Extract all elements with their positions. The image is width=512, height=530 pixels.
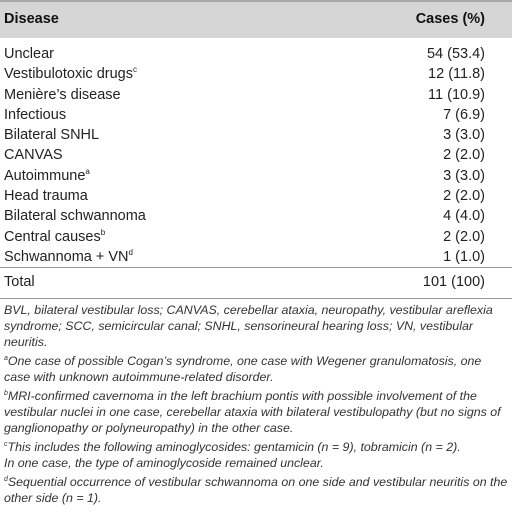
row-value: 3 (3.0) [443,127,485,144]
footnote-marker: b [100,227,106,237]
table-row [0,85,512,105]
row-value: 4 (4.0) [443,208,485,225]
row-value: 11 (10.9) [428,86,485,103]
row-value: 54 (53.4) [426,46,485,62]
row-value: 1 (1.0) [443,248,485,265]
footnote-marker: d [4,476,8,483]
row-name: Bilateral schwannoma [4,208,146,225]
row-name: Bilateral SNHL [4,127,100,144]
footnote-b [4,388,508,436]
row-value: 2 (2.0) [443,228,485,245]
table-row [0,64,512,84]
footnote-c [4,439,508,471]
table-header [0,2,512,38]
table-row [0,186,512,206]
row-name: CANVAS [4,147,63,164]
footnote-text: In one case, the type of aminoglycoside remained unclear. [4,456,324,470]
table-body [0,44,512,267]
row-value: 7 (6.9) [443,106,485,123]
footnote-marker: a [85,166,90,176]
footnote-text: This includes the following aminoglycosides: gentamicin (n = 9), tobramicin (n = 2). [7,440,461,454]
row-name: Infectious [4,106,67,123]
abbreviations-note: BVL, bilateral vestibular loss; CANVAS, cerebellar ataxia, neuropathy, vestibular areflexia syndrome; SCC, semicircular canal; SNHL, sensorineural hearing loss; VN, vestibular neuritis. [4,303,493,349]
row-name: Autoimmune [4,167,86,184]
footnote-d [4,474,508,506]
row-name: Schwannoma + VN [4,248,129,265]
row-value: 12 (11.8) [428,66,485,83]
footnote-marker: c [4,441,8,448]
table-footnotes [4,302,508,509]
footnote-marker: a [4,355,8,362]
row-value: 2 (2.0) [443,188,485,205]
total-label: Total [4,274,35,290]
footnote-marker: b [4,390,8,397]
total-value: 101 (100) [422,274,485,290]
total-row [0,271,512,293]
footnote-text: Sequential occurrence of vestibular schwannoma on one side and vestibular neuritis on the other side (n = 1). [4,475,508,505]
total-divider [0,267,512,268]
footnote-divider [0,298,512,299]
footnote-text: MRI-confirmed cavernoma in the left brachium pontis with possible involvement of the vestibular nuclei in one case, cerebellar ataxia with bilateral vestibulopathy (but no signs of ganglionopathy or polyneuropathy) in the other case. [4,389,501,435]
table-row [0,44,512,64]
footnote-marker: d [128,247,133,257]
table-row [0,166,512,186]
row-name: Head trauma [4,188,88,205]
row-value: 2 (2.0) [443,147,485,164]
header-cases: Cases (%) [415,11,485,27]
row-value: 3 (3.0) [443,167,485,184]
table-row [0,145,512,165]
table-row [0,247,512,267]
table-row [0,227,512,247]
row-name: Central causes [4,228,101,245]
footnote-marker: c [132,65,137,75]
table-row [0,125,512,145]
footnote-text: One case of possible Cogan’s syndrome, one case with Wegener granulomatosis, one case with unknown autoimmune-related disorder. [4,354,482,384]
row-name: Unclear [4,46,54,62]
row-name: Vestibulotoxic drugs [4,66,133,83]
table-row [0,105,512,125]
row-name: Menière’s disease [4,86,121,103]
header-disease: Disease [4,11,59,27]
table-row [0,206,512,226]
footnote-a [4,353,508,385]
